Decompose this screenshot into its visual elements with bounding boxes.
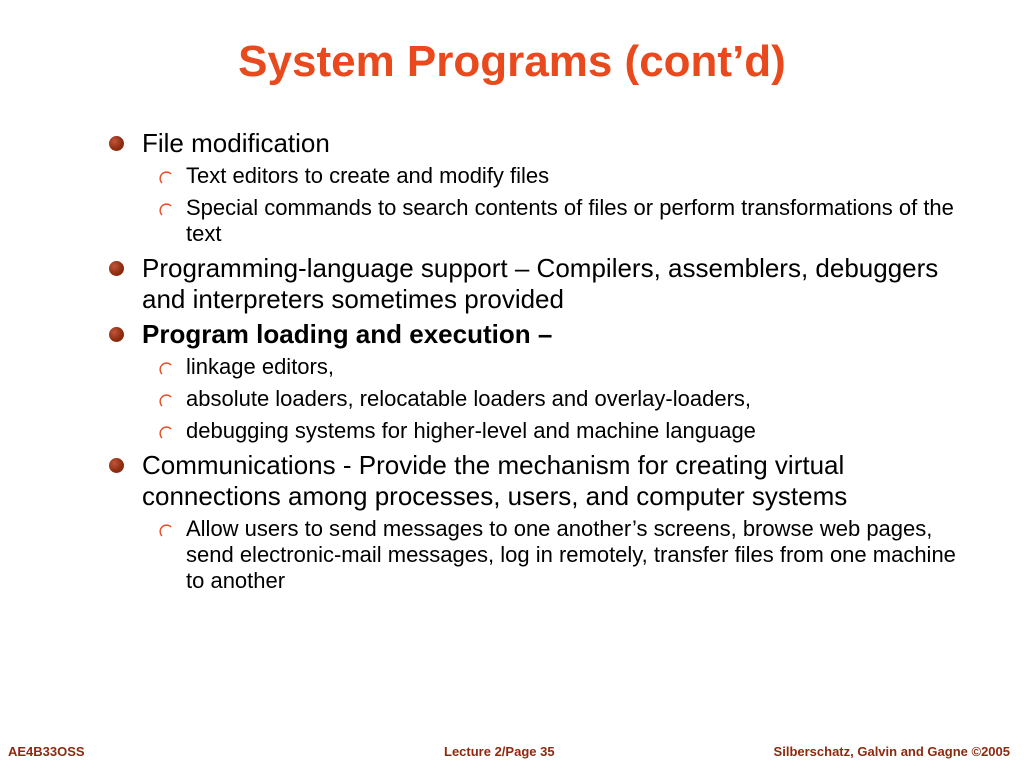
sub-bullet-item — [106, 354, 976, 380]
bullet-text: File modification — [142, 128, 330, 158]
filled-circle-bullet-icon — [109, 327, 124, 342]
footer-copyright: Silberschatz, Galvin and Gagne ©2005 — [773, 744, 1010, 759]
bullet-item-program-loading — [106, 319, 976, 350]
footer-course-code: AE4B33OSS — [8, 744, 85, 759]
open-arc-bullet-icon — [158, 523, 174, 539]
open-arc-bullet-icon — [158, 170, 174, 186]
sub-bullet-item — [106, 195, 976, 247]
footer-page-number: Lecture 2/Page 35 — [444, 744, 555, 759]
sub-bullet-text: Text editors to create and modify files — [186, 163, 550, 188]
sub-bullet-item — [106, 516, 976, 594]
sub-list — [106, 163, 976, 247]
bullet-text: Communications - Provide the mechanism for creating virtual connections among processes, users, and computer systems — [142, 450, 848, 511]
bullet-item-communications — [106, 450, 976, 512]
sub-bullet-text: absolute loaders, relocatable loaders and overlay-loaders, — [186, 386, 752, 411]
bullet-text: Program loading and execution – — [142, 319, 553, 349]
bullet-item-file-modification — [106, 128, 976, 159]
sub-bullet-item — [106, 163, 976, 189]
bullet-item-programming-language-support — [106, 253, 976, 315]
filled-circle-bullet-icon — [109, 458, 124, 473]
sub-bullet-text: linkage editors, — [186, 354, 334, 379]
open-arc-bullet-icon — [158, 202, 174, 218]
bullet-text: Programming-language support – Compilers, assemblers, debuggers and interpreters sometimes provided — [142, 253, 939, 314]
open-arc-bullet-icon — [158, 393, 174, 409]
sub-bullet-text: Allow users to send messages to one another’s screens, browse web pages, send electronic-mail messages, log in remotely, transfer files from one machine to another — [186, 516, 956, 593]
filled-circle-bullet-icon — [109, 136, 124, 151]
sub-bullet-item — [106, 386, 976, 412]
open-arc-bullet-icon — [158, 361, 174, 377]
slide-title: System Programs (cont’d) — [238, 37, 786, 86]
filled-circle-bullet-icon — [109, 261, 124, 276]
open-arc-bullet-icon — [158, 425, 174, 441]
sub-bullet-text: debugging systems for higher-level and machine language — [186, 418, 756, 443]
sub-bullet-item — [106, 418, 976, 444]
bullet-list — [106, 128, 976, 600]
sub-list — [106, 516, 976, 594]
sub-list — [106, 354, 976, 444]
sub-bullet-text: Special commands to search contents of files or perform transformations of the text — [186, 195, 954, 246]
